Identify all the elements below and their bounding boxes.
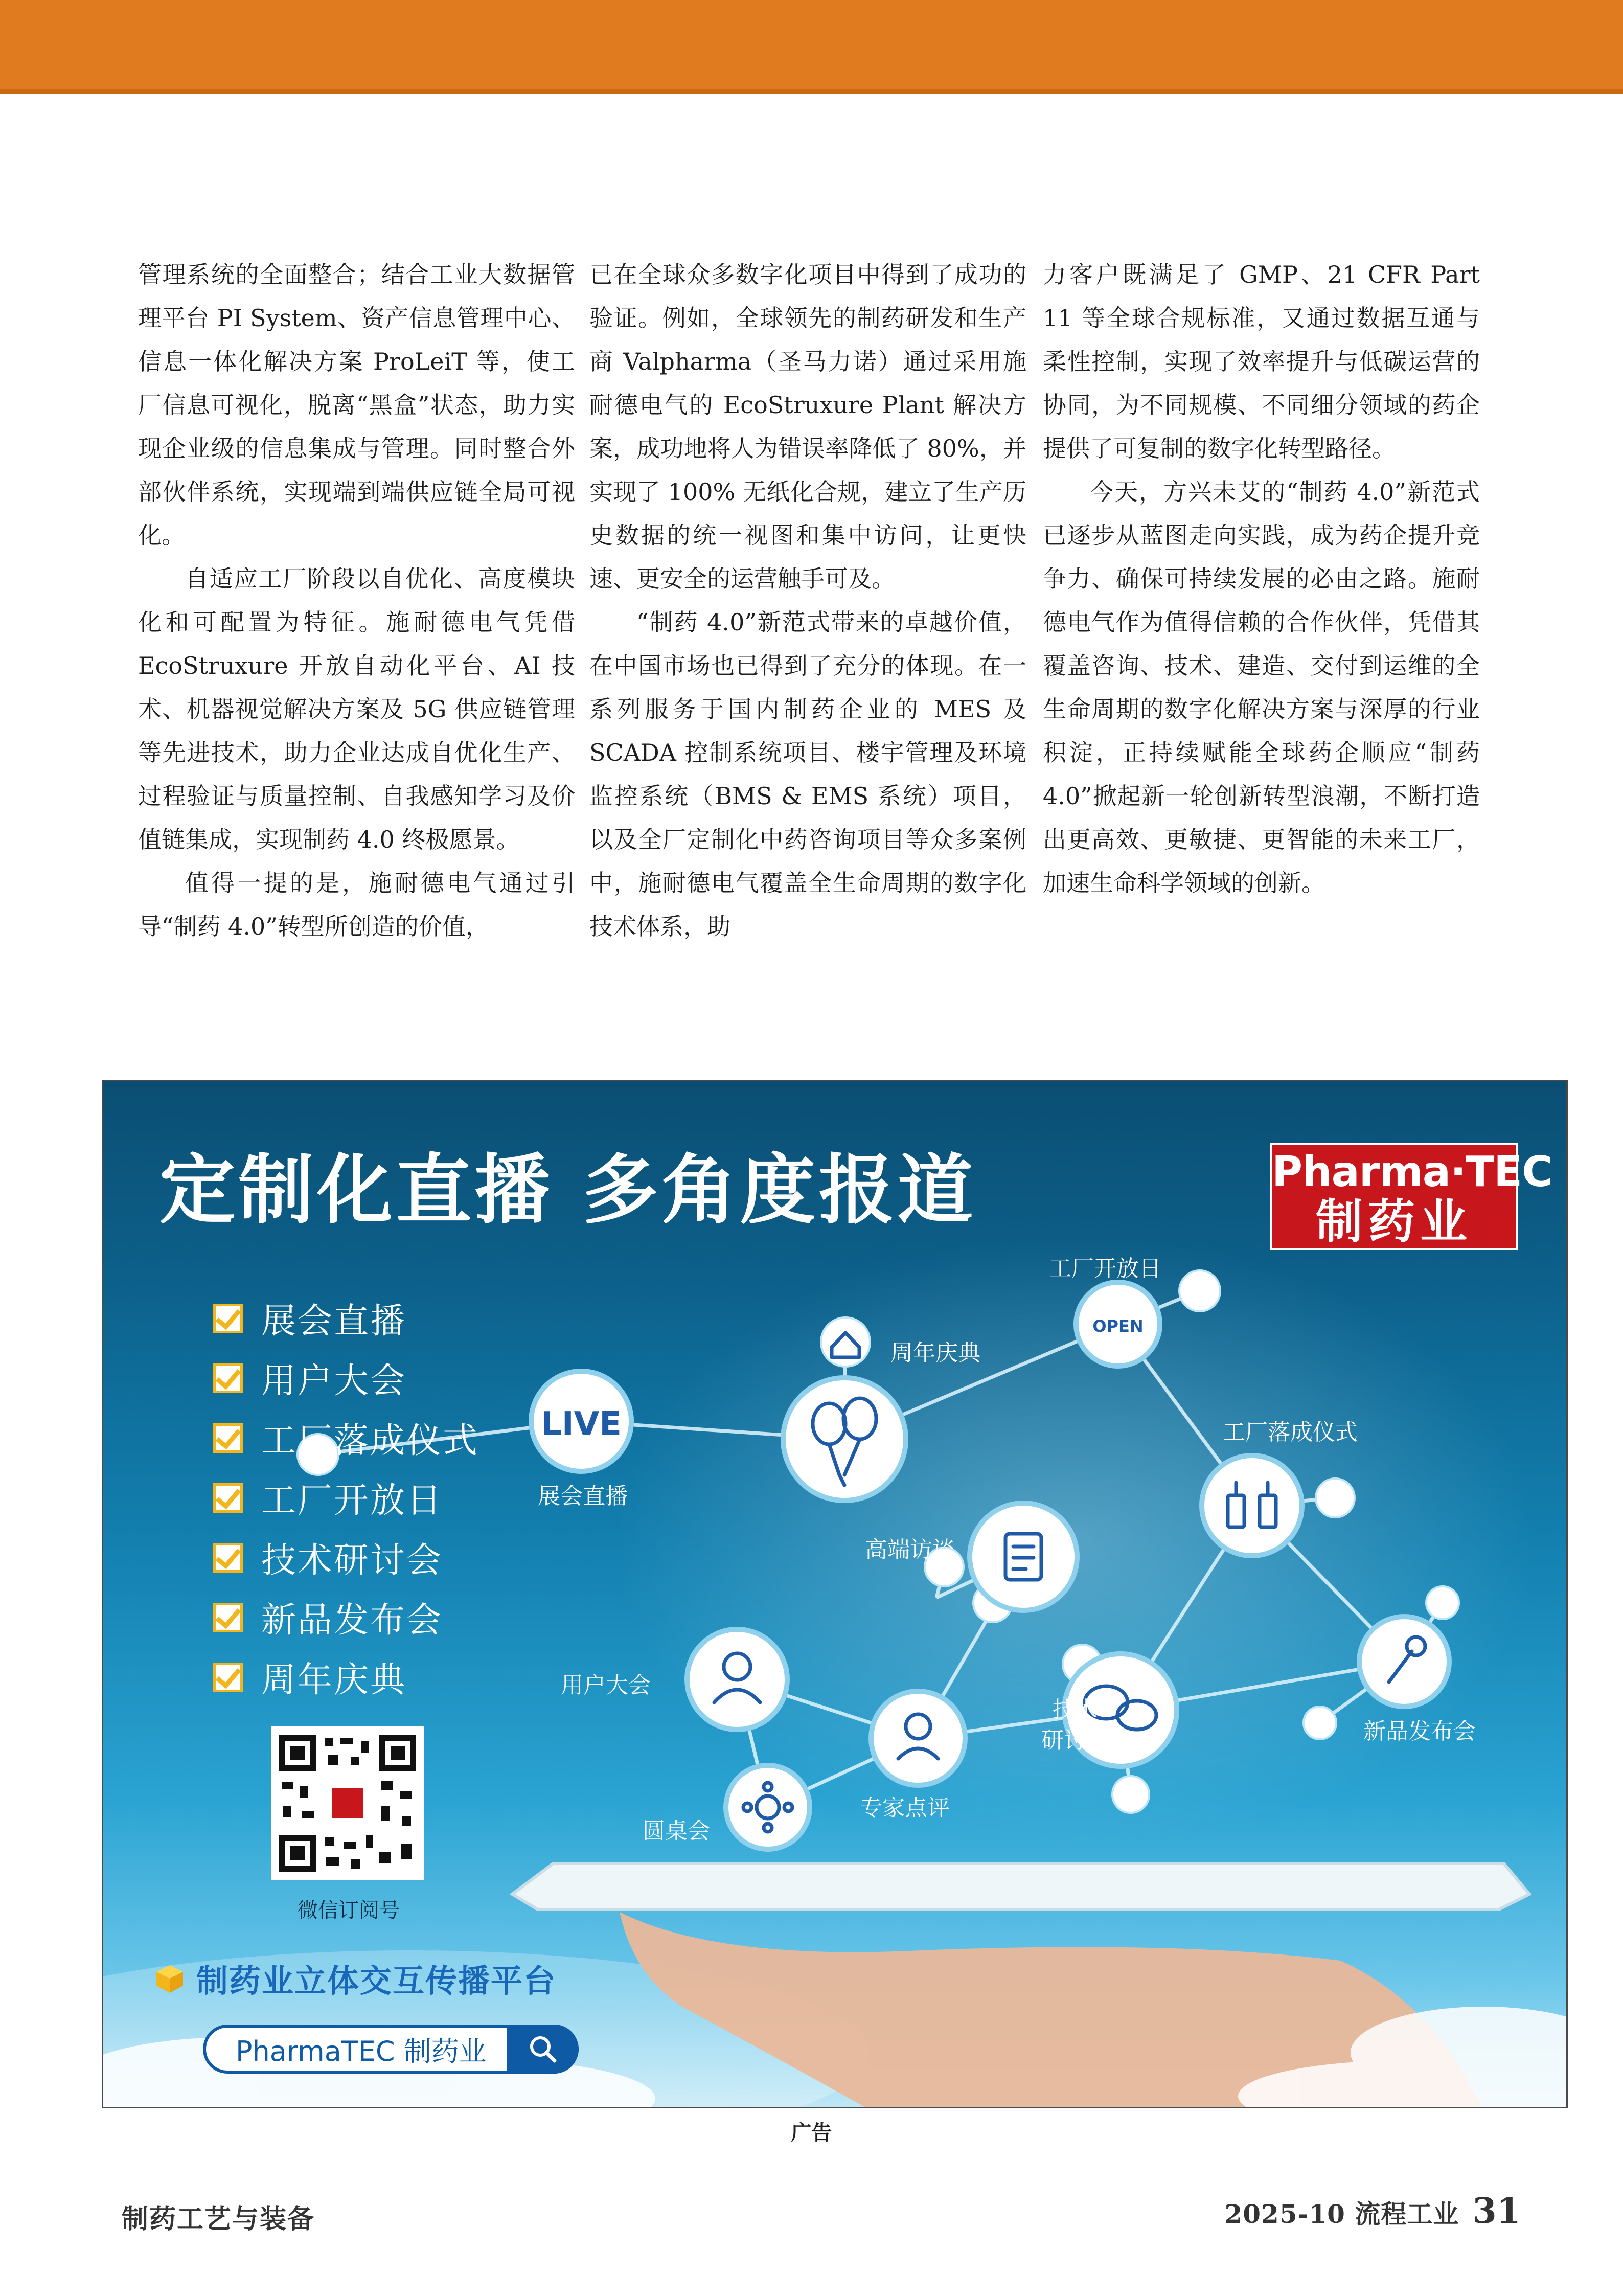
open-badge: OPEN	[1092, 1316, 1144, 1336]
checklist-item	[213, 1408, 479, 1468]
qr-code-icon	[279, 1735, 416, 1872]
checklist-label: 技术研讨会	[261, 1540, 443, 1581]
article-column-2	[589, 253, 1026, 948]
checklist-item	[213, 1468, 479, 1528]
node-label-expo-live: 展会直播	[538, 1483, 628, 1509]
node-label-factory-open-day: 工厂开放日	[1049, 1256, 1161, 1282]
footer-issue-info	[1224, 2191, 1521, 2232]
article-column-1	[138, 253, 575, 948]
checklist-label: 用户大会	[261, 1361, 407, 1401]
paragraph: 管理系统的全面整合；结合工业大数据管理平台 PI System、资产信息管理中心、信息一体化解决方案 ProLeiT 等，使工厂信息可视化，脱离“黑盒”状态，助力实现企业级的信息集成与管理。同时整合外部伙伴系统，实现端到端供应链全局可视化。	[138, 261, 575, 549]
paragraph: 值得一提的是，施耐德电气通过引导“制药 4.0”转型所创造的价值，	[138, 869, 575, 940]
footer-section-title: 制药工艺与装备	[122, 2203, 315, 2235]
footer-issue: 2025-10 流程工业	[1224, 2199, 1459, 2229]
checkbox-icon	[213, 1483, 243, 1513]
checkbox-icon	[213, 1543, 243, 1573]
checklist-label: 周年庆典	[261, 1660, 407, 1700]
top-color-bar	[0, 0, 1623, 94]
checklist-label: 工厂落成仪式	[261, 1421, 479, 1461]
platform-text: 制药业立体交互传播平台	[196, 1962, 557, 1999]
checkbox-icon	[213, 1423, 243, 1453]
checklist-item	[213, 1348, 479, 1408]
node-label-product-launch: 新品发布会	[1363, 1718, 1476, 1744]
paragraph: “制药 4.0”新范式带来的卓越价值，在中国市场也已得到了充分的体现。在一系列服务于国内制药企业的 MES 及 SCADA 控制系统项目、楼宇管理及环境监控系统（BMS & EMS 系统）项目，以及全厂定制化中药咨询项目等众多案例中，施耐德电气覆盖全生命周期的数字化技术体系，助	[589, 608, 1026, 940]
checkbox-icon	[213, 1663, 243, 1692]
article-column-3	[1043, 253, 1480, 905]
checklist-label: 展会直播	[261, 1301, 407, 1342]
checklist-label: 工厂开放日	[261, 1481, 443, 1521]
live-badge: LIVE	[541, 1405, 622, 1443]
node-label-roundtable: 圆桌会	[643, 1818, 710, 1844]
ad-headline: 定制化直播 多角度报道	[159, 1146, 976, 1234]
node-label-expert-review: 专家点评	[860, 1795, 950, 1821]
page-number: 31	[1472, 2191, 1521, 2232]
checkbox-icon	[213, 1304, 243, 1333]
paragraph: 自适应工厂阶段以自优化、高度模块化和可配置为特征。施耐德电气凭借 EcoStruxure 开放自动化平台、AI 技术、机器视觉解决方案及 5G 供应链管理等先进技术，助力企业达成自优化生产、过程验证与质量控制、自我感知学习及价值链集成，实现制药 4.0 终极愿景。	[138, 565, 575, 853]
pharmatec-logo	[1270, 1143, 1552, 1250]
checklist-item	[213, 1587, 479, 1647]
checklist-item	[213, 1528, 479, 1587]
search-box[interactable]	[203, 2025, 579, 2074]
checklist-item	[213, 1647, 479, 1707]
checkbox-icon	[213, 1603, 243, 1632]
qr-caption: 微信订阅号	[298, 1899, 400, 1922]
checkbox-icon	[213, 1363, 243, 1393]
checklist-label: 新品发布会	[261, 1600, 443, 1641]
paragraph: 已在全球众多数字化项目中得到了成功的验证。例如，全球领先的制药研发和生产商 Valpharma（圣马力诺）通过采用施耐德电气的 EcoStruxure Plant 解决方案，成功地将人为错误率降低了 80%，并实现了 100% 无纸化合规，建立了生产历史数据的统一视图和集中访问，让更快速、更安全的运营触手可及。	[589, 261, 1026, 593]
paragraph: 今天，方兴未艾的“制药 4.0”新范式已逐步从蓝图走向实践，成为药企提升竞争力、确保可持续发展的必由之路。施耐德电气作为值得信赖的合作伙伴，凭借其覆盖咨询、技术、建造、交付到运维的全生命周期的数字化解决方案与深厚的行业积淀，正持续赋能全球药企顺应“制药 4.0”掀起新一轮创新转型浪潮，不断打造出更高效、更敏捷、更智能的未来工厂，加速生命科学领域的创新。	[1043, 478, 1480, 897]
ad-caption: 广告	[791, 2121, 832, 2145]
node-label-user-conference: 用户大会	[561, 1672, 651, 1698]
search-query: PharmaTEC 制药业	[236, 2035, 487, 2067]
cube-icon	[154, 1963, 185, 1994]
feature-checklist	[213, 1288, 479, 1707]
node-label-tech-seminar	[1041, 1695, 1109, 1756]
node-label-interview: 高端访谈	[865, 1537, 955, 1563]
tech-seminar-line-2: 研讨会	[1041, 1727, 1109, 1754]
logo-chinese: 制药业	[1315, 1194, 1472, 1249]
node-label-anniversary: 周年庆典	[890, 1340, 980, 1366]
node-label-factory-ceremony: 工厂落成仪式	[1223, 1419, 1358, 1445]
tech-seminar-line-1: 技术	[1053, 1697, 1098, 1723]
search-icon	[527, 2033, 559, 2065]
paragraph: 力客户既满足了 GMP、21 CFR Part 11 等全球合规标准，又通过数据互通与柔性控制，实现了效率提升与低碳运营的协同，为不同规模、不同细分领域的药企提供了可复制的数字化转型路径。	[1043, 261, 1480, 462]
advertisement	[102, 1080, 1568, 2108]
logo-english: Pharma·TEC	[1272, 1148, 1552, 1196]
platform-tagline	[154, 1956, 556, 2001]
search-button[interactable]	[507, 2025, 579, 2074]
qr-code[interactable]	[271, 1726, 424, 1880]
checklist-item	[213, 1288, 479, 1348]
